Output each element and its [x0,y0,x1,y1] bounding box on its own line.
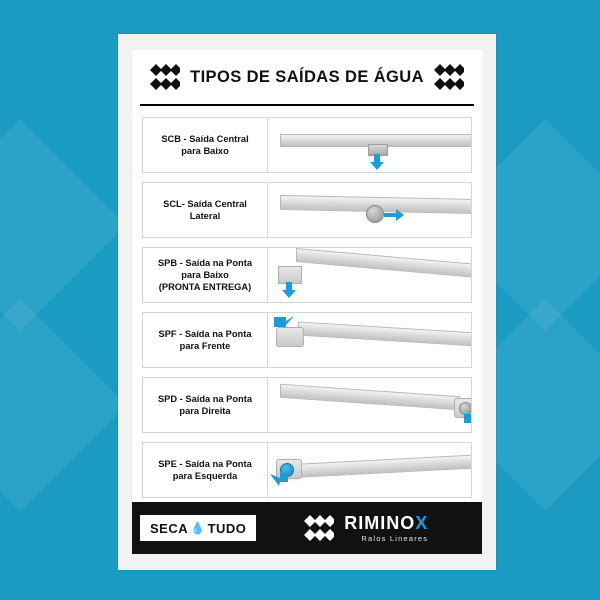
row-label-spb [143,248,268,302]
secatudo-logo [140,515,256,541]
water-drop-icon: 💧 [190,521,206,535]
logo-diamonds-icon [150,64,180,90]
drain-body [296,248,471,278]
brand-name-main: RIMINO [344,512,416,533]
drain-body [280,384,460,411]
brand-name-accent: X [415,512,429,533]
brand-tagline: Ralos Lineares [361,533,429,543]
arrow-down-left-icon [270,473,288,487]
row-label-spe [143,443,268,497]
row-label-line1: SPE - Saída na Ponta [158,458,252,469]
page-title: TIPOS DE SAÍDAS DE ÁGUA [190,67,424,86]
end-cap [276,327,304,347]
secatudo-text-b: TUDO [207,520,247,536]
row-label-scb [143,118,268,172]
poster-header [140,50,474,106]
row-art-spb [268,248,471,302]
row-label-spf [143,313,268,367]
drain-body [298,321,471,346]
list-item[interactable] [142,312,472,368]
list-item[interactable] [142,182,472,238]
diamond-shape [0,299,126,511]
arrow-down-icon [370,154,384,170]
row-label-line1: SPF - Saída na Ponta [158,328,252,339]
row-label-line2: para Baixo [181,146,229,156]
arrow-up-left-icon [274,315,294,329]
row-label-line1: SCB - Saída Central [161,133,249,144]
list-item[interactable] [142,117,472,173]
row-art-scb [268,118,471,172]
row-label-scl [143,183,268,237]
poster-content-panel [132,50,482,518]
poster [118,34,496,570]
row-label-line1: SPB - Saída na Ponta [157,257,253,268]
arrow-down-icon [282,282,296,298]
drain-body [300,454,471,477]
row-label-line2: para Direita [179,406,231,416]
row-art-spf [268,313,471,367]
list-item[interactable] [142,247,472,303]
riminox-logo [256,514,474,543]
arrow-right-icon [384,209,404,221]
row-label-spd [143,378,268,432]
row-art-spd [268,378,471,432]
row-label-line3: (PRONTA ENTREGA) [158,282,252,293]
logo-diamonds-icon [434,64,464,90]
row-label-line2: para Baixo [181,269,229,280]
row-label-line2: Lateral [189,211,221,221]
outlet-type-list [132,106,482,498]
row-label-line1: SPD - Saída na Ponta [157,393,253,404]
footer-bar [132,502,482,554]
list-item[interactable] [142,442,472,498]
row-art-scl [268,183,471,237]
row-art-spe [268,443,471,497]
outlet-port [366,205,384,223]
logo-diamonds-icon [302,515,336,541]
brand-name [344,514,428,532]
list-item[interactable] [142,377,472,433]
arrow-down-right-icon [464,414,471,428]
row-label-line2: para Frente [179,341,231,351]
row-label-line2: para Esquerda [172,471,238,481]
secatudo-text-a: SECA [150,520,189,536]
row-label-line1: SCL- Saída Central [163,198,247,209]
